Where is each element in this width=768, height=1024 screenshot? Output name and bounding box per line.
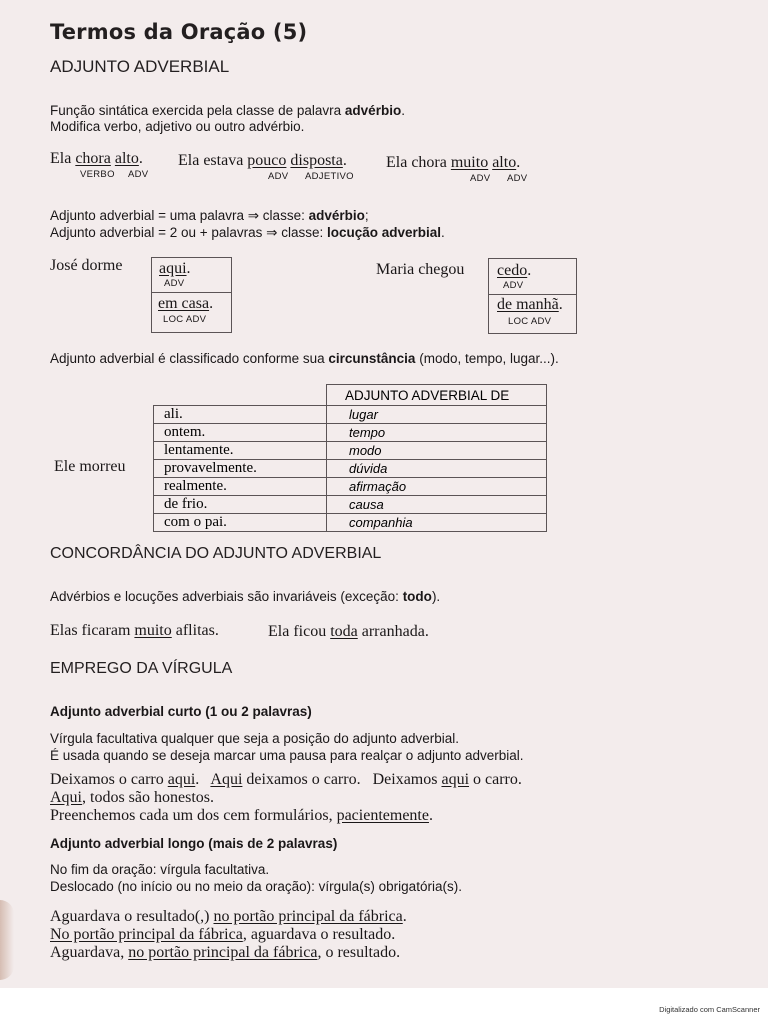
rule-one-word: Adjunto adverbial = uma palavra ⇒ classe: advérbio; [50, 208, 369, 223]
table-cell-type: causa [327, 496, 547, 514]
label-adv: ADV [507, 173, 528, 184]
thumb-shadow [0, 900, 14, 980]
definition-line-1: Função sintática exercida pela classe de palavra advérbio. [50, 103, 405, 118]
box-label-adv: ADV [164, 278, 185, 289]
classification-text: Adjunto adverbial é classificado conforme sua circunstância (modo, tempo, lugar...). [50, 351, 559, 366]
table-header-empty [154, 385, 327, 406]
example-elas-ficaram-muito-aflitas: Elas ficaram muito aflitas. [50, 622, 219, 639]
table-cell-adverb: lentamente. [154, 442, 327, 460]
box-word-de-manha: de manhã. [497, 296, 563, 313]
box-label-loc-adv: LOC ADV [508, 316, 552, 327]
concordancia-text: Advérbios e locuções adverbiais são invariáveis (exceção: todo). [50, 589, 441, 604]
table-cell-type: companhia [327, 514, 547, 532]
box-label-loc-adv: LOC ADV [163, 314, 207, 325]
example-aqui-todos-sao-honestos: Aqui, todos são honestos. [50, 789, 214, 806]
table-cell-adverb: ontem. [154, 424, 327, 442]
label-adv: ADV [128, 169, 149, 180]
table-cell-adverb: realmente. [154, 478, 327, 496]
longo-rule-line-1: No fim da oração: vírgula facultativa. [50, 862, 270, 877]
table-cell-adverb: de frio. [154, 496, 327, 514]
curto-rule-line-2: É usada quando se deseja marcar uma pausa para realçar o adjunto adverbial. [50, 748, 524, 763]
label-adv: ADV [268, 171, 289, 182]
label-adv: ADV [470, 173, 491, 184]
box-label-adv: ADV [503, 280, 524, 291]
table-cell-type: lugar [327, 406, 547, 424]
box-divider [489, 294, 576, 295]
table-cell-type: afirmação [327, 478, 547, 496]
table-cell-type: modo [327, 442, 547, 460]
example-ela-chora-alto: Ela chora alto. [50, 150, 143, 167]
example-aguardava-no-portao: Aguardava, no portão principal da fábrica, o resultado. [50, 944, 401, 961]
table-row [154, 424, 547, 442]
example-maria-chegou: Maria chegou [376, 261, 465, 278]
example-preenchemos-pacientemente: Preenchemos cada um dos cem formulários, pacientemente. [50, 807, 433, 824]
box-word-aqui: aqui. [159, 260, 191, 277]
table-cell-type: tempo [327, 424, 547, 442]
table-row [154, 460, 547, 478]
adverb-box-jose [151, 257, 232, 333]
page-title: Termos da Oração (5) [50, 20, 308, 44]
section-heading-adjunto-adverbial: ADJUNTO ADVERBIAL [50, 57, 230, 76]
example-aguardava-resultado-1: Aguardava o resultado(,) no portão principal da fábrica. [50, 908, 407, 925]
table-row [154, 478, 547, 496]
label-adjetivo: ADJETIVO [305, 171, 354, 182]
scanner-watermark: Digitalizado com CamScanner [659, 1005, 760, 1014]
table-header-row [154, 385, 547, 406]
example-jose-dorme: José dorme [50, 257, 123, 274]
example-deixamos-o-carro: Deixamos o carro aqui. Aqui deixamos o carro. Deixamos aqui o carro. [50, 771, 522, 788]
table-lead-ele-morreu: Ele morreu [54, 458, 126, 475]
section-heading-emprego-virgula: EMPREGO DA VÍRGULA [50, 660, 233, 677]
example-ela-chora-muito-alto: Ela chora muito alto. [386, 154, 521, 171]
subheading-adjunto-curto: Adjunto adverbial curto (1 ou 2 palavras) [50, 704, 312, 719]
section-heading-concordancia: CONCORDÂNCIA DO ADJUNTO ADVERBIAL [50, 545, 382, 562]
subheading-adjunto-longo: Adjunto adverbial longo (mais de 2 palavras) [50, 836, 338, 851]
table-row [154, 442, 547, 460]
example-ela-estava-pouco-disposta: Ela estava pouco disposta. [178, 152, 347, 169]
box-word-em-casa: em casa. [158, 295, 214, 312]
table-cell-adverb: com o pai. [154, 514, 327, 532]
table-row [154, 496, 547, 514]
table-cell-type: dúvida [327, 460, 547, 478]
box-divider [152, 292, 231, 293]
table-cell-adverb: ali. [154, 406, 327, 424]
table-cell-adverb: provavelmente. [154, 460, 327, 478]
example-no-portao-aguardava: No portão principal da fábrica, aguardava o resultado. [50, 926, 396, 943]
box-word-cedo: cedo. [497, 262, 532, 279]
rule-two-words: Adjunto adverbial = 2 ou + palavras ⇒ classe: locução adverbial. [50, 225, 445, 240]
definition-line-2: Modifica verbo, adjetivo ou outro advérbio. [50, 119, 305, 134]
label-verbo: VERBO [80, 169, 115, 180]
table-header-label: ADJUNTO ADVERBIAL DE [327, 385, 547, 406]
curto-rule-line-1: Vírgula facultativa qualquer que seja a posição do adjunto adverbial. [50, 731, 460, 746]
example-ela-ficou-toda-arranhada: Ela ficou toda arranhada. [268, 623, 429, 640]
longo-rule-line-2: Deslocado (no início ou no meio da oração): vírgula(s) obrigatória(s). [50, 879, 462, 894]
table-row [154, 514, 547, 532]
table-row [154, 406, 547, 424]
adverb-box-maria [488, 258, 577, 334]
adverbial-types-table [153, 384, 547, 532]
